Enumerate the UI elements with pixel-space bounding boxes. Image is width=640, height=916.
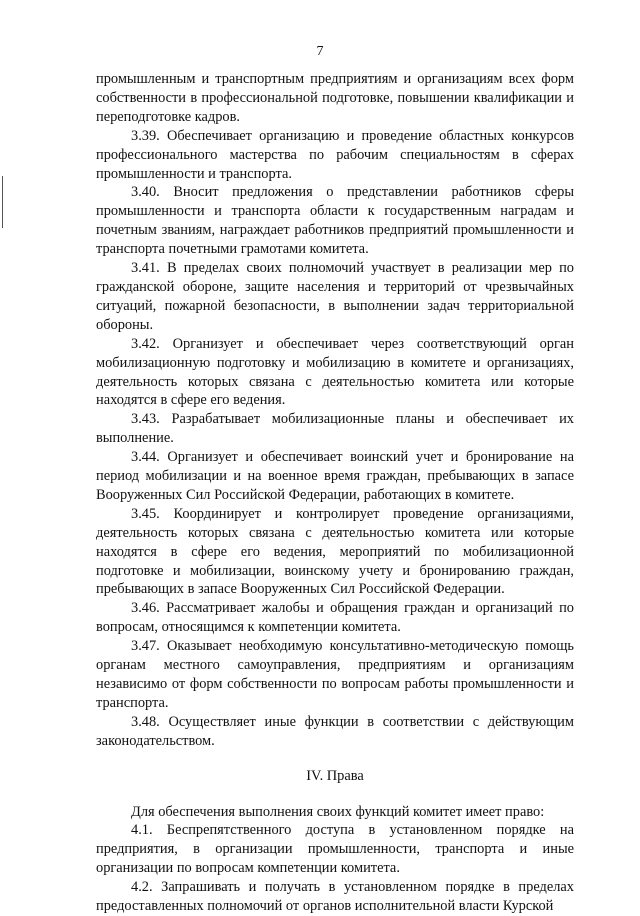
paragraph: 4.2. Запрашивать и получать в установленном порядке в пределах предоставленных полномочий от органов исполнительной власти Курской	[96, 879, 574, 915]
paragraph: 3.43. Разрабатывает мобилизационные планы и обеспечивает их выполнение.	[96, 411, 574, 447]
paragraph: 3.41. В пределах своих полномочий участвует в реализации мер по гражданской обороне, защите населения и территорий от чрезвычайных ситуаций, пожарной безопасности, в выполнении задач территориальной обороны.	[96, 260, 574, 333]
margin-line	[2, 176, 3, 228]
paragraph: Для обеспечения выполнения своих функций комитет имеет право:	[131, 803, 545, 820]
page-number: 7	[316, 44, 324, 59]
paragraph: 4.1. Беспрепятственного доступа в установленном порядке на предприятия, в организации промышленности, транспорта и иные организации по вопросам компетенции комитета.	[96, 822, 574, 877]
section-heading: IV. Права	[306, 767, 364, 784]
paragraph: 3.47. Оказывает необходимую консультативно-методическую помощь органам местного самоуправления, предприятиям и организациям независимо от форм собственности по вопросам работы промышленности и транспорта.	[96, 638, 574, 711]
paragraph: 3.40. Вносит предложения о представлении работников сферы промышленности и транспорта области к государственным наградам и почетным званиям, награждает работников предприятий промышленности и транспорта почетными грамотами комитета.	[96, 184, 574, 258]
document-body	[96, 70, 574, 916]
paragraph: 3.42. Организует и обеспечивает через соответствующий орган мобилизационную подготовку и мобилизацию в комитете и организациях, деятельность которых связана с деятельностью комитета или которые находятся в сфере его ведения.	[96, 335, 574, 409]
paragraph: 3.46. Рассматривает жалобы и обращения граждан и организаций по вопросам, относящимся к компетенции комитета.	[96, 600, 574, 636]
paragraph: 3.39. Обеспечивает организацию и проведение областных конкурсов профессионального мастерства по рабочим специальностям в сферах промышленности и транспорта.	[96, 127, 574, 182]
paragraph: 3.44. Организует и обеспечивает воинский учет и бронирование на период мобилизации и на военное время граждан, пребывающих в запасе Вооруженных Сил Российской Федерации, работающих в комитете.	[96, 449, 574, 503]
paragraph: 3.45. Координирует и контролирует проведение организациями, деятельность которых связана с деятельностью комитета или которые находятся в сфере его ведения, мероприятий по мобилизационной подготовке и мобилизации, воинскому учету и бронированию граждан, пребывающих в запасе Вооруженных Сил Российской Федерации.	[96, 505, 574, 598]
paragraph: промышленным и транспортным предприятиям и организациям всех форм собственности в профессиональной подготовке, повышении квалификации и переподготовке кадров.	[96, 71, 574, 125]
paragraph: 3.48. Осуществляет иные функции в соответствии с действующим законодательством.	[96, 713, 574, 749]
